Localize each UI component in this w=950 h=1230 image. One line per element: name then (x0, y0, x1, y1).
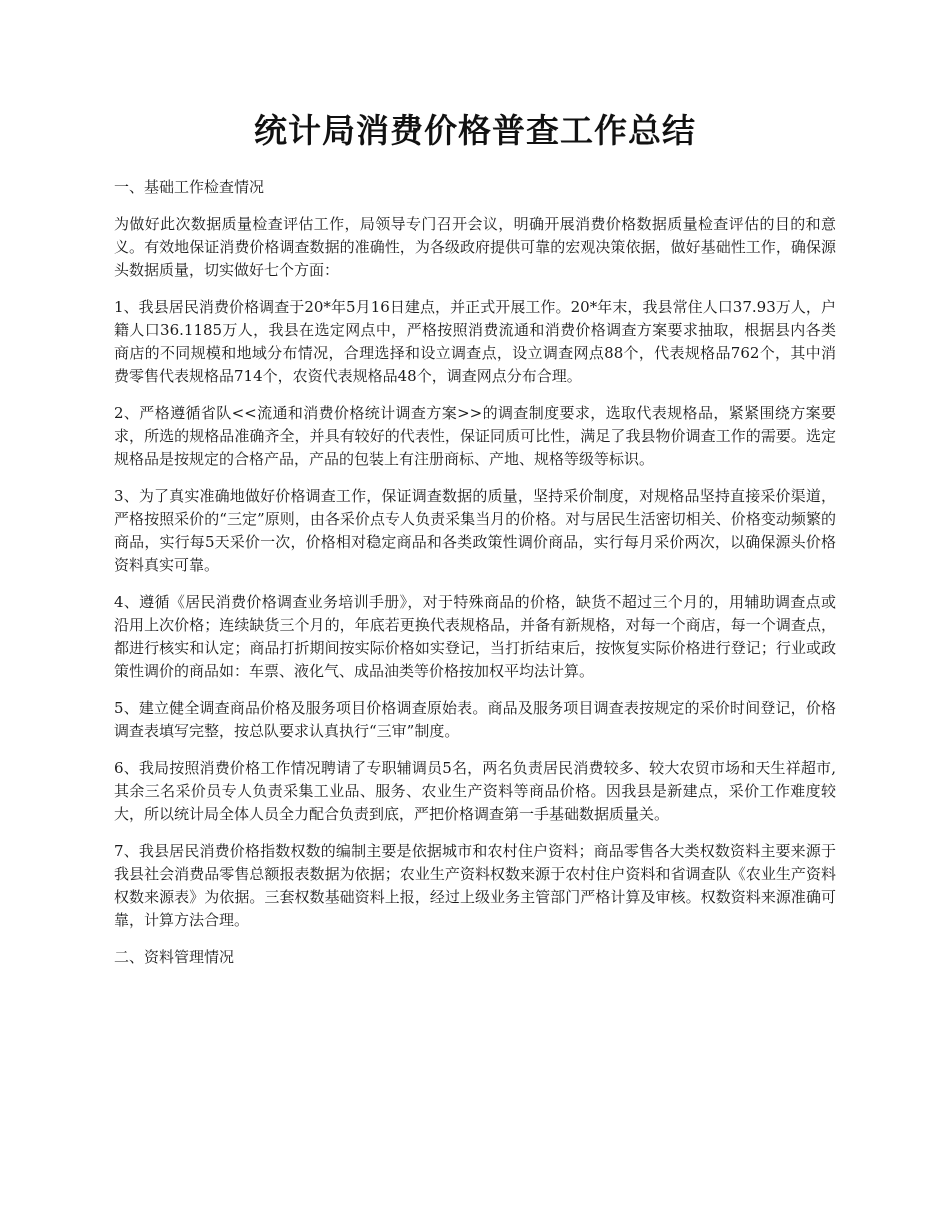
section-heading-basic-work: 一、基础工作检查情况 (114, 178, 265, 196)
paragraph-item-2: 2、严格遵循省队<<流通和消费价格统计调查方案>>的调查制度要求，选取代表规格品，紧紧围绕方案要求，所选的规格品准确齐全，并具有较好的代表性，保证同质可比性，满足了我县物价调查工作的需要。选定规格品是按规定的合格产品，产品的包装上有注册商标、产地、规格等级等标识。 (114, 404, 836, 468)
paragraph-item-4: 4、遵循《居民消费价格调查业务培训手册》，对于特殊商品的价格，缺货不超过三个月的，用辅助调查点或沿用上次价格；连续缺货三个月的，年底若更换代表规格品，并备有新规格，对每一个商店，每一个调查点，都进行核实和认定；商品打折期间按实际价格如实登记，当打折结束后，按恢复实际价格进行登记；行业或政策性调价的商品如：车票、液化气、成品油类等价格按加权平均法计算。 (114, 593, 836, 680)
paragraph-item-3: 3、为了真实准确地做好价格调查工作，保证调查数据的质量，坚持采价制度，对规格品坚持直接采价渠道，严格按照采价的“三定”原则，由各采价点专人负责采集当月的价格。对与居民生活密切相关、价格变动频繁的商品，实行每5天采价一次，价格相对稳定商品和各类政策性调价商品，实行每月采价两次，以确保源头价格资料真实可靠。 (114, 487, 836, 574)
paragraph-item-1: 1、我县居民消费价格调查于20*年5月16日建点，并正式开展工作。20*年末，我县常住人口37.93万人，户籍人口36.1185万人，我县在选定网点中，严格按照消费流通和消费价格调查方案要求抽取，根据县内各类商店的不同规模和地域分布情况，合理选择和设立调查点，设立调查网点88个，代表规格品762个，其中消费零售代表规格品714个，农资代表规格品48个，调查网点分布合理。 (114, 298, 836, 385)
paragraph-intro: 为做好此次数据质量检查评估工作，局领导专门召开会议，明确开展消费价格数据质量检查评估的目的和意义。有效地保证消费价格调查数据的准确性，为各级政府提供可靠的宏观决策依据，做好基础性工作，确保源头数据质量，切实做好七个方面： (114, 215, 836, 279)
paragraph-item-5: 5、建立健全调查商品价格及服务项目价格调查原始表。商品及服务项目调查表按规定的采价时间登记，价格调查表填写完整，按总队要求认真执行“三审”制度。 (114, 699, 836, 740)
paragraph-item-6: 6、我局按照消费价格工作情况聘请了专职辅调员5名，两名负责居民消费较多、较大农贸市场和天生祥超市,其余三名采价员专人负责采集工业品、服务、农业生产资料等商品价格。因我县是新建点，采价工作难度较大，所以统计局全体人员全力配合负责到底，严把价格调查第一手基础数据质量关。 (114, 759, 836, 823)
section-heading-data-management: 二、资料管理情况 (114, 948, 235, 966)
paragraph-item-7: 7、我县居民消费价格指数权数的编制主要是依据城市和农村住户资料；商品零售各大类权数资料主要来源于我县社会消费品零售总额报表数据为依据；农业生产资料权数来源于农村住户资料和省调查队《农业生产资料权数来源表》为依据。三套权数基础资料上报，经过上级业务主管部门严格计算及审核。权数资料来源准确可靠，计算方法合理。 (114, 842, 836, 929)
document-title: 统计局消费价格普查工作总结 (254, 111, 696, 150)
